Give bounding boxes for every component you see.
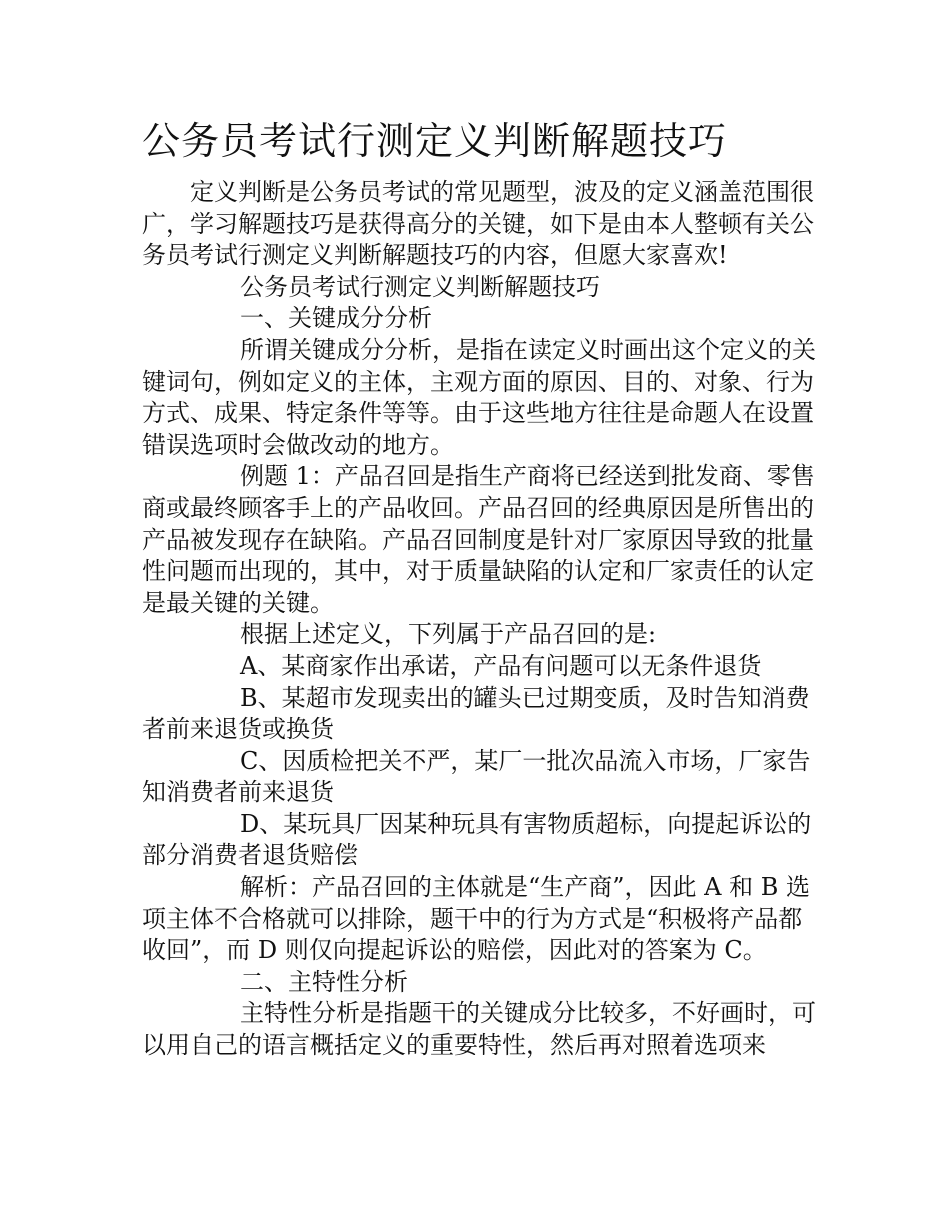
section-2-paragraph: 主特性分析是指题干的关键成分比较多，不好画时，可以用自己的语言概括定义的重要特性，然后再对照着选项来 bbox=[142, 999, 816, 1060]
subtitle: 公务员考试行测定义判断解题技巧 bbox=[240, 272, 600, 301]
option-d: D、某玩具厂因某种玩具有害物质超标，向提起诉讼的部分消费者退货赔偿 bbox=[142, 809, 812, 870]
option-b: B、某超市发现卖出的罐头已过期变质，及时告知消费者前来退货或换货 bbox=[142, 683, 810, 744]
question-prompt: 根据上述定义，下列属于产品召回的是: bbox=[240, 620, 657, 649]
section-1-paragraph: 所谓关键成分分析，是指在读定义时画出这个定义的关键词句，例如定义的主体，主观方面的原因、目的、对象、行为方式、成果、特定条件等等。由于这些地方往往是命题人在设置错误选项时会做改动的地方。 bbox=[142, 335, 816, 459]
intro-paragraph: 定义判断是公务员考试的常见题型，波及的定义涵盖范围很广，学习解题技巧是获得高分的关键，如下是由本人整顿有关公务员考试行测定义判断解题技巧的内容，但愿大家喜欢! bbox=[142, 178, 814, 270]
section-heading-2: 二、主特性分析 bbox=[240, 967, 408, 996]
analysis-paragraph: 解析：产品召回的主体就是“生产商”，因此 A 和 B 选项主体不合格就可以排除，题干中的行为方式是“积极将产品都收回”，而 D 则仅向提起诉讼的赔偿，因此对的答案为 C。 bbox=[142, 873, 811, 965]
section-heading-1: 一、关键成分分析 bbox=[240, 304, 432, 333]
example-1-paragraph: 例题 1：产品召回是指生产商将已经送到批发商、零售商或最终顾客手上的产品收回。产品召回的经典原因是所售出的产品被发现存在缺陷。产品召回制度是针对厂家原因导致的批量性问题而出现的，其中，对于质量缺陷的认定和厂家责任的认定是最关键的关键。 bbox=[142, 462, 815, 617]
option-a: A、某商家作出承诺，产品有问题可以无条件退货 bbox=[240, 651, 762, 680]
option-c: C、因质检把关不严，某厂一批次品流入市场，厂家告知消费者前来退货 bbox=[142, 746, 811, 807]
document-title: 公务员考试行测定义判断解题技巧 bbox=[142, 119, 728, 163]
document-body bbox=[142, 177, 817, 1062]
